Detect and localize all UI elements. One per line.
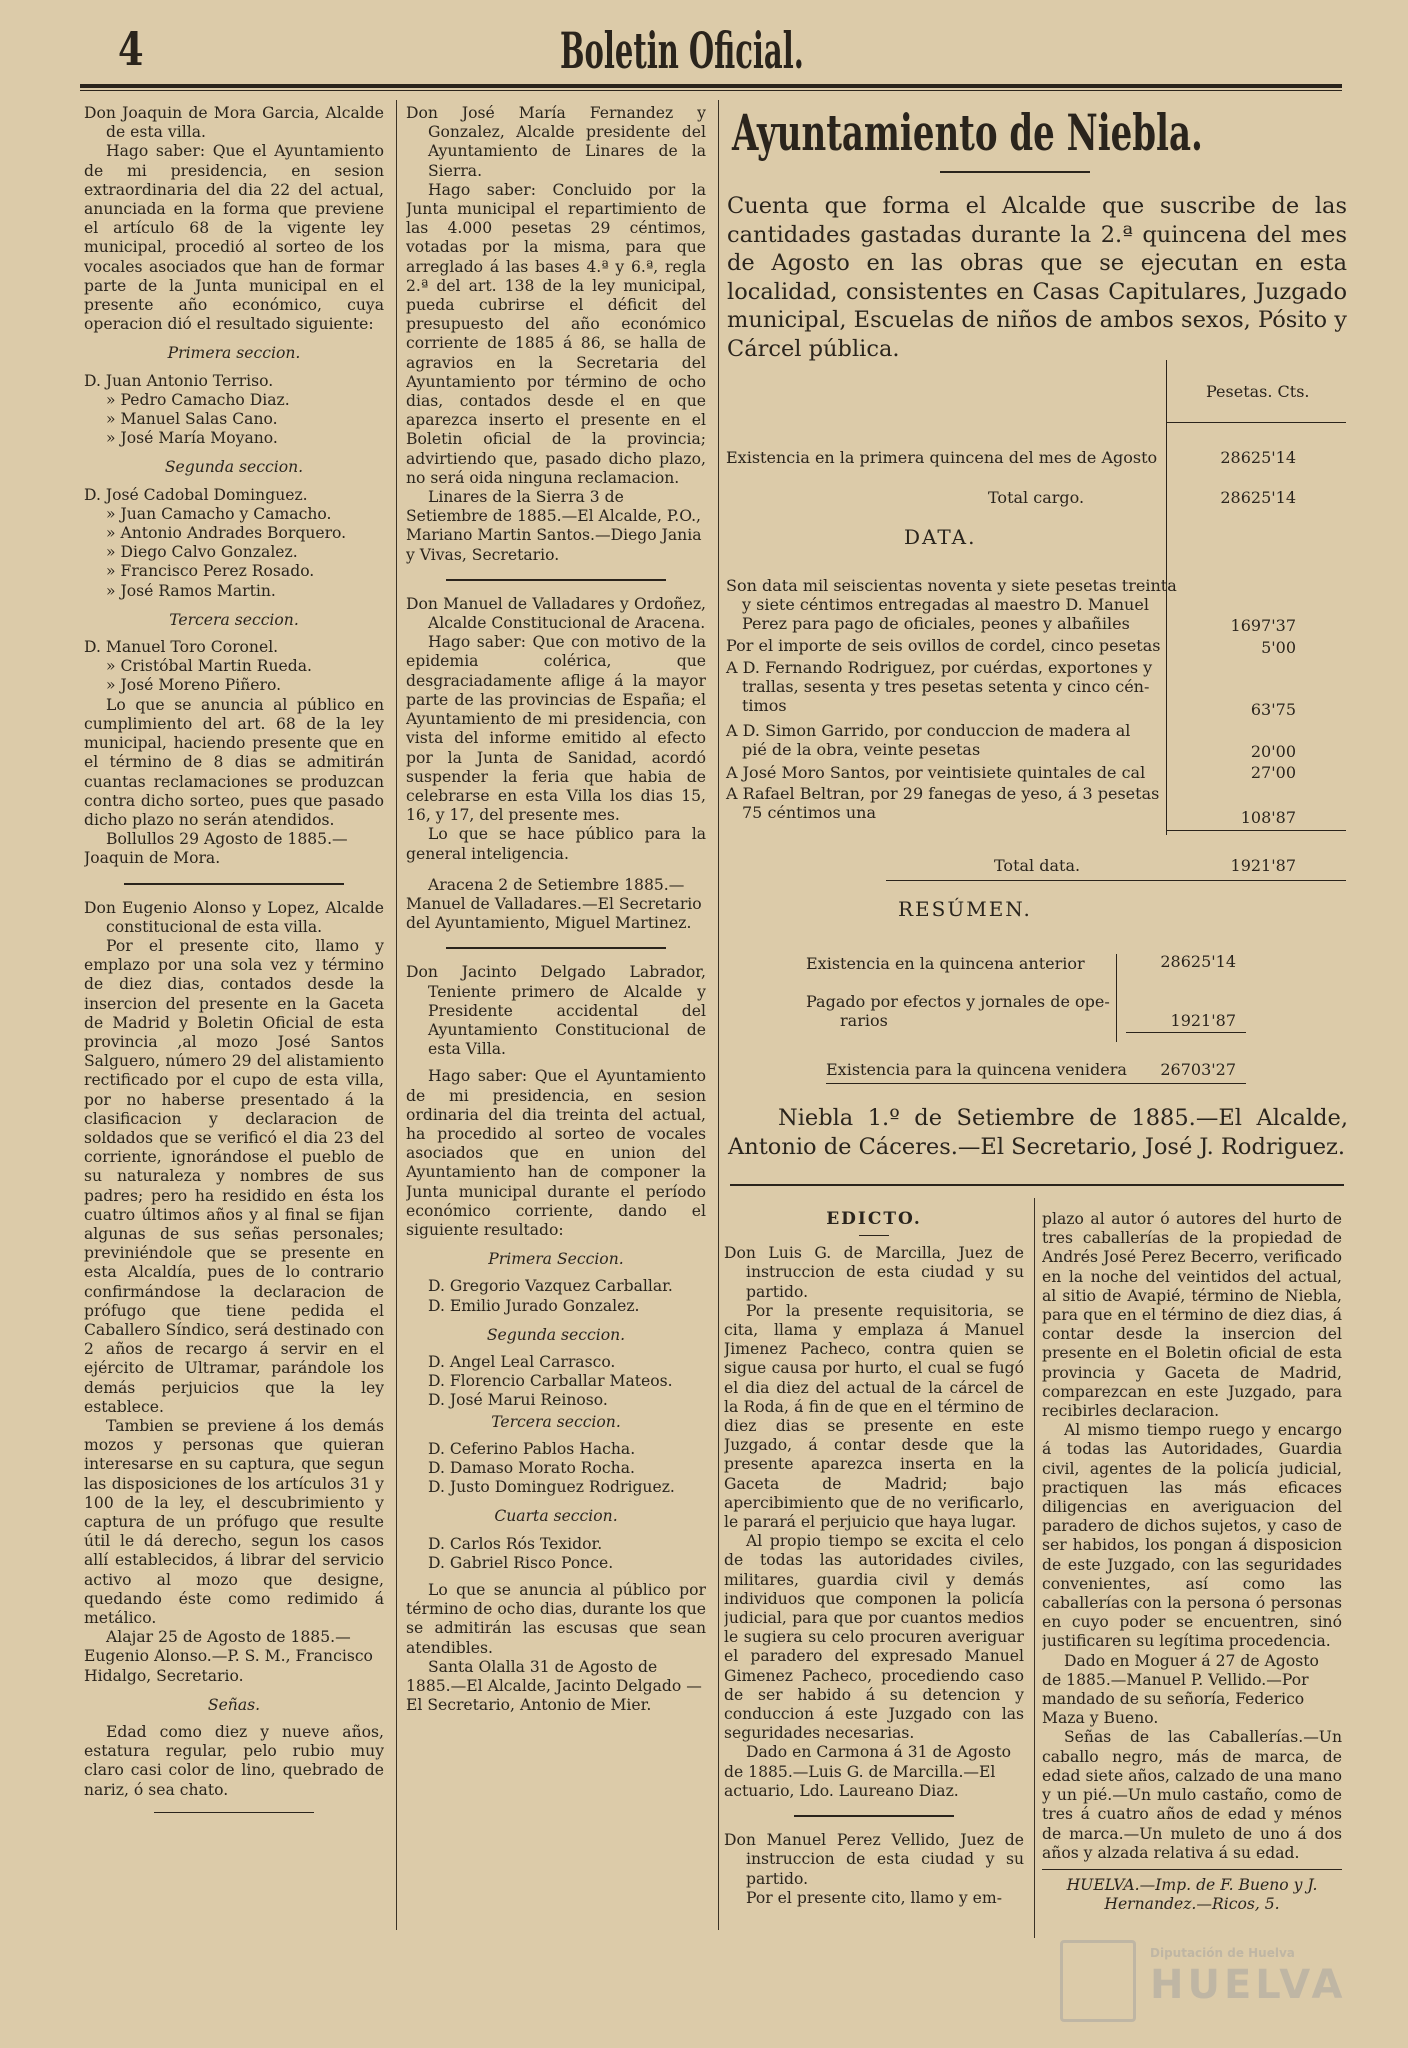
list-item: D. Ceferino Pablos Hacha.: [428, 1439, 636, 1458]
separator-rule: [124, 883, 344, 885]
account-table: [726, 360, 1346, 1090]
resumen-pagado-label: rarios: [840, 1011, 888, 1030]
notice-intro: Don Manuel Perez Vellido, Juez de instruccion de esta ciudad y su partido.: [724, 1831, 1024, 1888]
data-row-line: A José Moro Santos, por veintisiete quintales de cal: [726, 763, 1146, 782]
data-row-line: trallas, sesenta y tres pesetas setenta y cinco cén-: [742, 677, 1150, 696]
list-item: D. Emilio Jurado Gonzalez.: [428, 1296, 640, 1315]
imprint-rule: [1042, 1869, 1342, 1870]
notice-closing: Lo que se anuncia al público en cumplimiento del art. 68 de la ley municipal, haciendo presente que en el término de 8 dias se admitirán cuantas reclamaciones se produzcan contra dicho sorteo, pues que pasado dicho plazo no serán atendidos.: [84, 695, 384, 829]
list-item: D. Juan Antonio Terriso.: [84, 371, 274, 390]
resumen-heading: RESÚMEN.: [898, 897, 1032, 921]
resumen-pagado-amount: 1921'87: [1170, 1011, 1236, 1030]
column-1: [84, 104, 384, 1934]
total-cargo-label: Total cargo.: [988, 488, 1085, 507]
notice-signature: Dado en Carmona á 31 de Agosto de 1885.—Luis G. de Marcilla.—El actuario, Ldo. Laureano Diaz.: [724, 1743, 1012, 1800]
notice-body: Tambien se previene á los demás mozos y personas que quieran interesarse en su captura, que segun las disposiciones de los artículos 31 y 100 de la ley, el descubrimiento y captura de un prófugo que resulte útil le dá derecho, segun los casos allí establecidos, á librar del servicio activo al mozo que designe, quedando éste como redimido á metálico.: [84, 1417, 384, 1628]
section-title: Segunda seccion.: [486, 1325, 626, 1344]
section-title: Señas.: [207, 1695, 261, 1714]
section-title: Primera Seccion.: [488, 1250, 624, 1269]
list-item: » José Ramos Martin.: [106, 581, 276, 600]
separator-rule: [446, 947, 666, 949]
notice-signature: Santa Olalla 31 de Agosto de 1885.—El Alcalde, Jacinto Delgado —El Secretario, Antonio de Mier.: [406, 1657, 702, 1715]
imprint: HUELVA.—Imp. de F. Bueno y J. Hernandez.—Ricos, 5.: [1066, 1875, 1318, 1914]
data-row-line: Por el importe de seis ovillos de cordel, cinco pesetas: [726, 636, 1161, 655]
data-row-amount: 1697'37: [1230, 616, 1296, 635]
list-item: D. José Marui Reinoso.: [428, 1391, 608, 1410]
notice-closing: Lo que se anuncia al público por término de ocho dias, durante los que se admitirán las escusas que sean atendibles.: [406, 1581, 706, 1657]
niebla-intro-text: Cuenta que forma el Alcalde que suscribe de las cantidades gastadas durante la 2.ª quincena del mes de Agosto en las obras que se ejecutan en esta localidad, consistentes en Casas Capitulares, Juzgado municipal, Escuelas de niños de ambos sexos, Pósito y Cárcel pública.: [727, 193, 1347, 362]
table-vline: [1166, 360, 1167, 835]
watermark-caption: Diputación de Huelva: [1150, 1946, 1295, 1960]
edicto-rule: [859, 1235, 889, 1236]
notice-body: Por la presente requisitoria, se cita, llama y emplaza á Manuel Jimenez Pacheco, contra quien se sigue causa por hurto, el cual se fugó el dia diez del actual de la cárcel de la Roda, á fin de que en el término de diez dias se presente en este Juzgado, á contar desde que la presente aparezca inserta en la Gaceta de Madrid; bajo apercibimiento que de no verificarlo, le parará el perjuicio que haya lugar.: [724, 1301, 1024, 1532]
notice-body: Edad como diez y nueve años, estatura regular, pelo rubio muy claro casi color de lino, quebrado de nariz, ó sea chato.: [84, 1723, 384, 1799]
title-ornament: [940, 171, 1090, 173]
notice-intro: Don Jacinto Delgado Labrador, Teniente primero de Alcalde y Presidente accidental del Ayuntamiento Constitucional de esta Villa.: [406, 963, 706, 1059]
list-item: » Antonio Andrades Borquero.: [106, 524, 347, 543]
section-title: Cuarta seccion.: [494, 1507, 618, 1526]
existencia-amount: 28625'14: [1220, 448, 1296, 467]
list-item: D. Justo Dominguez Rodriguez.: [428, 1478, 675, 1497]
notice-body: Hago saber: Que el Ayuntamiento de mi presidencia, en sesion ordinaria del dia treinta del actual, ha procedido al sorteo de vocales asociados que en union del Ayuntamiento han de componer la Junta municipal durante el período económico corriente, dando el siguiente resultado:: [406, 1067, 706, 1239]
data-row-line: Perez para pago de oficiales, peones y albañiles: [742, 614, 1130, 633]
column-divider: [396, 100, 397, 1930]
niebla-intro: [727, 192, 1347, 364]
list-item: D. José Cadobal Dominguez.: [84, 485, 308, 504]
data-row-line: Son data mil seiscientas noventa y siete pesetas treinta: [726, 576, 1177, 595]
coat-of-arms-icon: [1060, 1940, 1136, 2022]
separator-rule: [446, 579, 666, 581]
notice-intro: Don Manuel de Valladares y Ordoñez, Alcalde Constitucional de Aracena.: [406, 594, 706, 633]
data-row-amount: 108'87: [1240, 808, 1296, 827]
section-title: Segunda seccion.: [164, 458, 304, 477]
column-divider: [1034, 1198, 1035, 1938]
notice-signature: Alajar 25 de Agosto de 1885.— Eugenio Alonso.—P. S. M., Francisco Hidalgo, Secretario.: [84, 1628, 373, 1685]
resumen-existencia-amount: 28625'14: [1160, 952, 1236, 971]
total-data-label: Total data.: [994, 856, 1081, 875]
column-3: [724, 1210, 1024, 1930]
resumen-venidera-amount: 26703'27: [1160, 1060, 1236, 1079]
data-row-amount: 27'00: [1250, 763, 1296, 782]
data-row-line: y siete céntimos entregadas al maestro D. Manuel: [742, 595, 1149, 614]
notice-signature: Dado en Moguer á 27 de Agosto de 1885.—Manuel P. Vellido.—Por mandado de su señoría, Federico Maza y Bueno.: [1042, 1651, 1319, 1728]
notice-signature: Linares de la Sierra 3 de Setiembre de 1885.—El Alcalde, P.O., Mariano Martin Santos.—Diego Jania y Vivas, Secretario.: [406, 488, 702, 564]
notice-body: plazo al autor ó autores del hurto de tres caballerías de la propiedad de Andrés José Perez Becerro, verificado en la noche del veintidos del actual, al sitio de Avapié, término de Niebla, para que en el término de diez dias, á contar desde la insercion del presente en el Boletin oficial de esta provincia y Gaceta de Madrid, comparezcan en este Juzgado, para recibirles declaracion.: [1042, 1210, 1342, 1421]
data-row-line: A D. Fernando Rodriguez, por cuérdas, exportones y: [726, 658, 1153, 677]
list-item: » Manuel Salas Cano.: [106, 410, 278, 429]
data-row-amount: 63'75: [1250, 700, 1296, 719]
notice-body: Al propio tiempo se excita el celo de todas las autoridades civiles, militares, guardia civil y demás individuos que componen la policía judicial, para que por cuantos medios le sugiera su celo procuren averiguar el paradero del expresado Manuel Gimenez Pacheco, procediendo caso de ser habido á su detencion y conduccion á este Juzgado con las seguridades necesarias.: [724, 1532, 1024, 1743]
list-item: D. Angel Leal Carrasco.: [428, 1352, 616, 1371]
niebla-title: Ayuntamiento de Niebla.: [732, 103, 1203, 162]
notice-intro: Don Eugenio Alonso y Lopez, Alcalde constitucional de esta villa.: [84, 898, 384, 936]
resumen-pagado-label: Pagado por efectos y jornales de ope-: [806, 992, 1110, 1011]
notice-body: Lo que se hace público para la general inteligencia.: [406, 825, 706, 863]
resumen-existencia-label: Existencia en la quincena anterior: [806, 954, 1085, 973]
column-4: [1042, 1210, 1342, 1930]
notice-body: Hago saber: Concluido por la Junta municipal el repartimiento de las 4.000 pesetas 29 céntimos, votadas por la misma, para que arreglado á las bases 4.ª y 6.ª, regla 2.ª del art. 138 de la ley municipal, pueda cubrirse el déficit del presupuesto del año económico corriente de 1885 á 86, se halla de agravios en la Secretaria del Ayuntamiento por término de ocho dias, contados desde el en que aparezca inserto el presente en el Boletin oficial de la provincia; advirtiendo que, pasado dicho plazo, no será oida ninguna reclamacion.: [406, 180, 706, 487]
resumen-vline: [1116, 954, 1117, 1042]
notice-signature: Bollullos 29 Agosto de 1885.— Joaquin de Mora.: [84, 830, 348, 868]
column-2: [406, 104, 706, 1934]
notice-intro: Don José María Fernandez y Gonzalez, Alcalde presidente del Ayuntamiento de Linares de la Sierra.: [406, 104, 706, 180]
data-row-line: pié de la obra, veinte pesetas: [742, 740, 981, 759]
section-title: Tercera seccion.: [169, 610, 299, 629]
data-row-line: timos: [742, 696, 787, 715]
section-rule: [730, 1184, 1344, 1186]
notice-body: Al mismo tiempo ruego y encargo á todas las Autoridades, Guardia civil, agentes de la policía judicial, practiquen las más eficaces diligencias en averiguacion del paradero de dichos sujetos, y caso de ser habidos, los pongan á disposicion de este Juzgado, con las seguridades convenientes, así como las caballerías con la persona ó personas en cuyo poder se encuentren, sinó justificaren su legítima procedencia.: [1042, 1421, 1342, 1651]
resumen-hline: [826, 1083, 1246, 1084]
data-row-amount: 20'00: [1250, 742, 1296, 761]
notice-body: Hago saber: Que con motivo de la epidemia colérica, que desgraciadamente aflige á la mayor parte de las provincias de España; el Ayuntamiento de mi presidencia, con vista del informe emitido al efecto por la Junta de Sanidad, acordó suspender la feria que habia de celebrarse en esta Villa los dias 15, 16, y 17, del presente mes.: [406, 633, 706, 825]
data-row-line: A D. Simon Garrido, por conduccion de madera al: [726, 721, 1131, 740]
edicto-heading: EDICTO.: [826, 1210, 922, 1229]
newspaper-title: Boletin Oficial.: [560, 21, 804, 80]
niebla-signature: Niebla 1.º de Setiembre de 1885.—El Alcalde, Antonio de Cáceres.—El Secretario, José J. Rodriguez.: [728, 1105, 1348, 1160]
list-item: » José Moreno Piñero.: [106, 676, 282, 695]
list-item: » Juan Camacho y Camacho.: [106, 504, 332, 523]
column-divider: [718, 100, 719, 1930]
list-item: » Cristóbal Martin Rueda.: [106, 657, 312, 676]
separator-rule: [154, 1812, 314, 1813]
resumen-venidera-label: Existencia para la quincena venidera: [826, 1060, 1127, 1079]
existencia-label: Existencia en la primera quincena del mes de Agosto: [726, 448, 1158, 467]
table-hline: [1166, 422, 1346, 423]
watermark-title: HUELVA: [1150, 1962, 1347, 2008]
header-rule-thin: [80, 90, 1342, 91]
total-data-amount: 1921'87: [1230, 856, 1296, 875]
data-heading: DATA.: [904, 525, 977, 549]
list-item: D. Gregorio Vazquez Carballar.: [428, 1277, 673, 1296]
separator-rule: [794, 1815, 954, 1817]
list-item: » José María Moyano.: [106, 429, 278, 448]
page-number: 4: [118, 22, 144, 76]
notice-intro: Don Luis G. de Marcilla, Juez de instruccion de esta ciudad y su partido.: [724, 1244, 1024, 1301]
column-header: Pesetas. Cts.: [1206, 382, 1310, 401]
list-item: » Francisco Perez Rosado.: [106, 562, 315, 581]
section-title: Tercera seccion.: [491, 1412, 621, 1431]
notice-body: Hago saber: Que el Ayuntamiento de mi presidencia, en sesion extraordinaria del dia 22 del actual, anunciada en la forma que previene el artículo 68 de la vigente ley municipal, procedió al sorteo de los vocales asociados que han de formar parte de la Junta municipal en el presente año económico, cuya operacion dió el resultado siguiente:: [84, 142, 384, 334]
list-item: D. Manuel Toro Coronel.: [84, 638, 279, 657]
header-rule: [80, 84, 1342, 88]
data-row-line: 75 céntimos una: [742, 803, 876, 822]
table-hline: [886, 880, 1346, 881]
data-row-line: A Rafael Beltran, por 29 fanegas de yeso, á 3 pesetas: [726, 784, 1160, 803]
list-item: D. Carlos Rós Texidor.: [428, 1534, 603, 1553]
notice-intro: Don Joaquin de Mora Garcia, Alcalde de esta villa.: [84, 104, 384, 142]
data-row-amount: 5'00: [1261, 638, 1296, 657]
list-item: D. Damaso Morato Rocha.: [428, 1459, 635, 1477]
list-item: D. Florencio Carballar Mateos.: [428, 1372, 673, 1391]
notice-body: Señas de las Caballerías.—Un caballo negro, más de marca, de edad siete años, calzado de una mano y un pié.—Un mulo castaño, como de tres á cuatro años de edad y ménos de marca.—Un muleto de uno á dos años y alzada relativa á su edad.: [1042, 1728, 1342, 1862]
list-item: » Diego Calvo Gonzalez.: [106, 543, 298, 562]
section-title: Primera seccion.: [167, 344, 301, 363]
total-cargo-amount: 28625'14: [1220, 488, 1296, 507]
notice-body: Por el presente cito, llamo y em-: [746, 1888, 1002, 1907]
archive-watermark: [1060, 1940, 1360, 2020]
table-hline: [1166, 830, 1346, 831]
list-item: D. Gabriel Risco Ponce.: [428, 1553, 614, 1572]
notice-body: Por el presente cito, llamo y emplazo por una sola vez y término de diez dias, contados desde la insercion del presente en la Gaceta de Madrid y Boletin Oficial de esta provincia ,al mozo José Santos Salguero, número 29 del alistamiento rectificado por el cupo de esta villa, por no haberse presentado á la clasificacion y declaracion de soldados que se verificó el dia 23 del corriente, ignorándose el pueblo de su naturaleza y nombres de sus padres; pero ha residido en ésta los cuatro últimos años y al final se fijan algunas de sus señas personales; previniéndole que se presente en esta Alcaldía, pues de lo contrario confirmándose la declaracion de prófugo que tiene pedida el Caballero Síndico, será destinado con 2 años de recargo á servir en el ejército de Ultramar, parándole los demás perjuicios que la ley establece.: [84, 936, 384, 1416]
niebla-signature-block: [728, 1104, 1348, 1161]
resumen-hline: [1126, 1032, 1246, 1033]
list-item: » Pedro Camacho Diaz.: [106, 390, 290, 409]
notice-signature: Aracena 2 de Setiembre 1885.— Manuel de Valladares.—El Secretario del Ayuntamiento, Miguel Martinez.: [406, 875, 702, 933]
